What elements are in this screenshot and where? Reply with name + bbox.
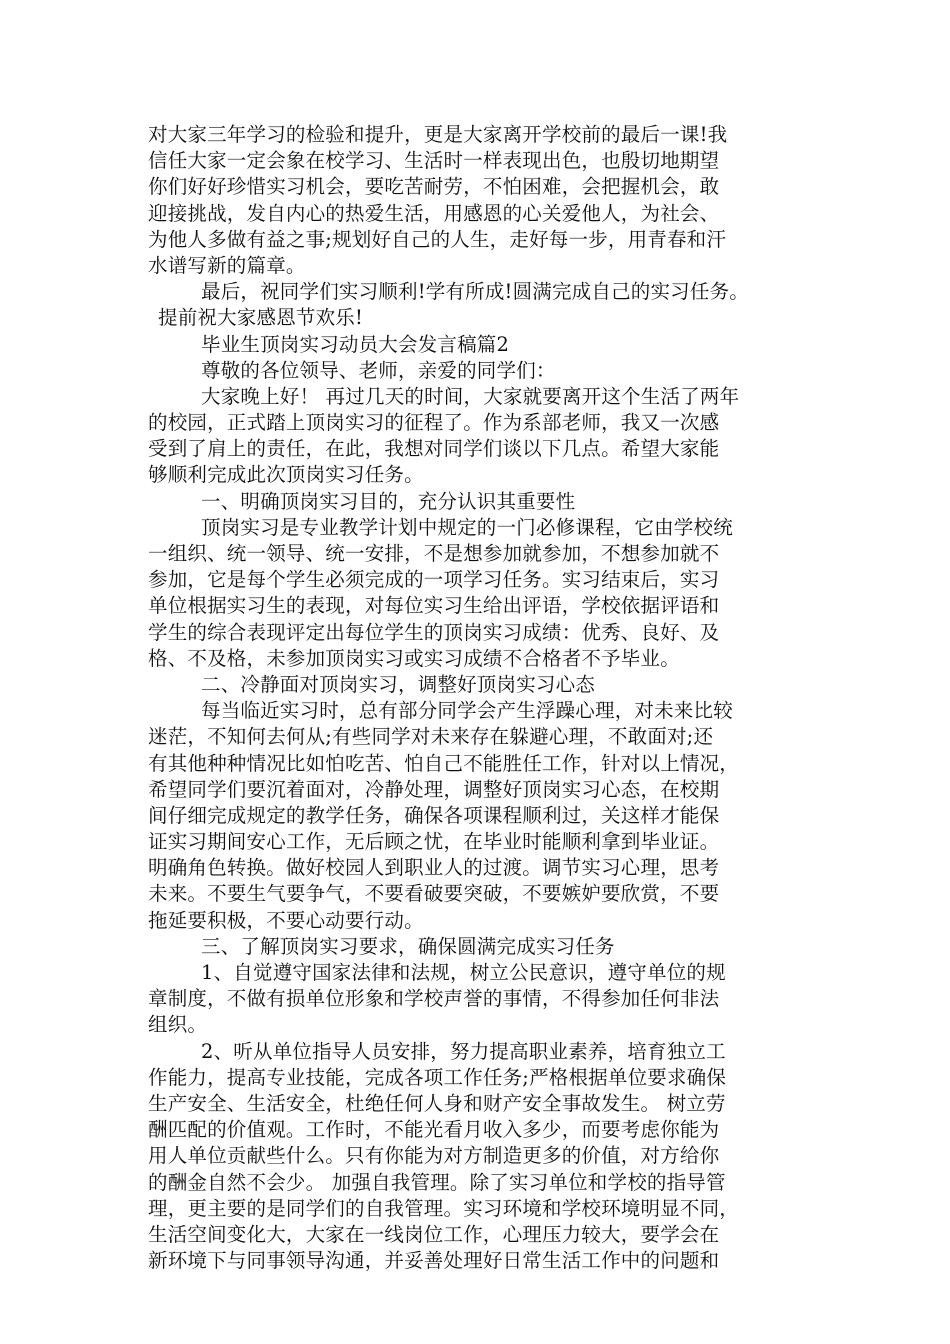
body-line: 1、自觉遵守国家法律和法规，树立公民意识，遵守单位的规: [201, 961, 726, 984]
document-body: [148, 122, 828, 1274]
closing-line: 提前祝大家感恩节欢乐!: [158, 306, 364, 330]
body-line: 酬匹配的价值观。工作时，不能光看月收入多少，而要考虑你能为: [148, 1118, 720, 1142]
body-line: 受到了肩上的责任，在此，我想对同学们谈以下几点。希望大家能: [148, 437, 720, 461]
body-line: 作能力，提高专业技能，完成各项工作任务;严格根据单位要求确保: [148, 1065, 727, 1089]
body-line: 每当临近实习时，总有部分同学会产生浮躁心理，对未来比较: [201, 699, 733, 723]
body-line: 格、不及格，未参加顶岗实习或实习成绩不合格者不予毕业。: [148, 646, 680, 670]
body-line: 单位根据实习生的表现，对每位实习生给出评语，学校依据评语和: [148, 594, 720, 618]
section-heading: 一、明确顶岗实习目的，充分认识其重要性: [201, 489, 576, 513]
body-line: 间仔细完成规定的教学任务，确保各项课程顺利过，关这样才能保: [148, 803, 720, 827]
body-line: 生活空间变化大，大家在一线岗位工作，心理压力较大，要学会在: [148, 1222, 720, 1246]
body-line: 新环境下与同事领导沟通，并妥善处理好日常生活工作中的问题和: [148, 1249, 720, 1273]
body-line: 证实习期间安心工作，无后顾之忧，在毕业时能顺利拿到毕业证。: [148, 830, 720, 854]
body-line: 未来。不要生气要争气，不要看破要突破，不要嫉妒要欣赏，不要: [148, 882, 720, 906]
body-line: 迷茫，不知何去何从;有些同学对未来存在躲避心理，不敢面对;还: [148, 725, 714, 749]
body-line: 生产安全、生活安全，杜绝任何人身和财产安全事故发生。 树立劳: [148, 1091, 726, 1115]
body-line: 希望同学们要沉着面对，冷静处理，调整好顶岗实习心态，在校期: [148, 777, 720, 801]
body-line: 明确角色转换。做好校园人到职业人的过渡。调节实习心理，思考: [148, 856, 720, 880]
body-line: 顶岗实习是专业教学计划中规定的一门必修课程，它由学校统: [201, 515, 733, 539]
body-line: 参加，它是每个学生必须完成的一项学习任务。实习结束后，实习: [148, 568, 720, 592]
body-line: 为他人多做有益之事;规划好自己的人生，走好每一步，用青春和汗: [148, 227, 727, 251]
body-line: 的校园，正式踏上顶岗实习的征程了。作为系部老师，我又一次感: [148, 411, 720, 435]
body-line: 对大家三年学习的检验和提升，更是大家离开学校前的最后一课!我: [148, 123, 728, 146]
section-heading: 三、了解顶岗实习要求，确保圆满完成实习任务: [201, 934, 615, 958]
body-line: 信任大家一定会象在校学习、生活时一样表现出色，也殷切地期望: [148, 149, 720, 173]
salutation: 尊敬的各位领导、老师，亲爱的同学们：: [201, 358, 556, 382]
body-line: 你们好好珍惜实习机会，要吃苦耐劳，不怕困难，会把握机会，敢: [148, 175, 720, 199]
body-line: 迎接挑战，发自内心的热爱生活，用感恩的心关爱他人，为社会、: [148, 201, 720, 225]
section-title: 毕业生顶岗实习动员大会发言稿篇2: [201, 332, 510, 356]
body-line: 2、听从单位指导人员安排，努力提高职业素养，培育独立工: [201, 1039, 726, 1063]
closing-line: 最后，祝同学们实习顺利!学有所成!圆满完成自己的实习任务。: [201, 280, 749, 304]
body-line: 拖延要积极，不要心动要行动。: [148, 908, 424, 932]
body-line: 水谱写新的篇章。: [148, 253, 306, 277]
body-line: 够顺利完成此次顶岗实习任务。: [148, 463, 424, 487]
body-line: 章制度，不做有损单位形象和学校声誉的事情，不得参加任何非法: [148, 987, 720, 1011]
body-line: 有其他种种情况比如怕吃苦、怕自己不能胜任工作，针对以上情况，: [148, 751, 740, 775]
body-line: 大家晚上好！ 再过几天的时间，大家就要离开这个生活了两年: [201, 384, 740, 408]
body-line: 学生的综合表现评定出每位学生的顶岗实习成绩：优秀、良好、及: [148, 620, 720, 644]
section-heading: 二、冷静面对顶岗实习，调整好顶岗实习心态: [201, 672, 596, 696]
body-line: 的酬金自然不会少。 加强自我管理。除了实习单位和学校的指导管: [148, 1170, 726, 1194]
body-line: 理，更主要的是同学们的自我管理。实习环境和学校环境明显不同，: [148, 1196, 740, 1220]
body-line: 组织。: [148, 1013, 208, 1037]
body-line: 一组织、统一领导、统一安排，不是想参加就参加，不想参加就不: [148, 542, 720, 565]
body-line: 用人单位贡献些什么。只有你能为对方制造更多的价值，对方给你: [148, 1144, 720, 1168]
